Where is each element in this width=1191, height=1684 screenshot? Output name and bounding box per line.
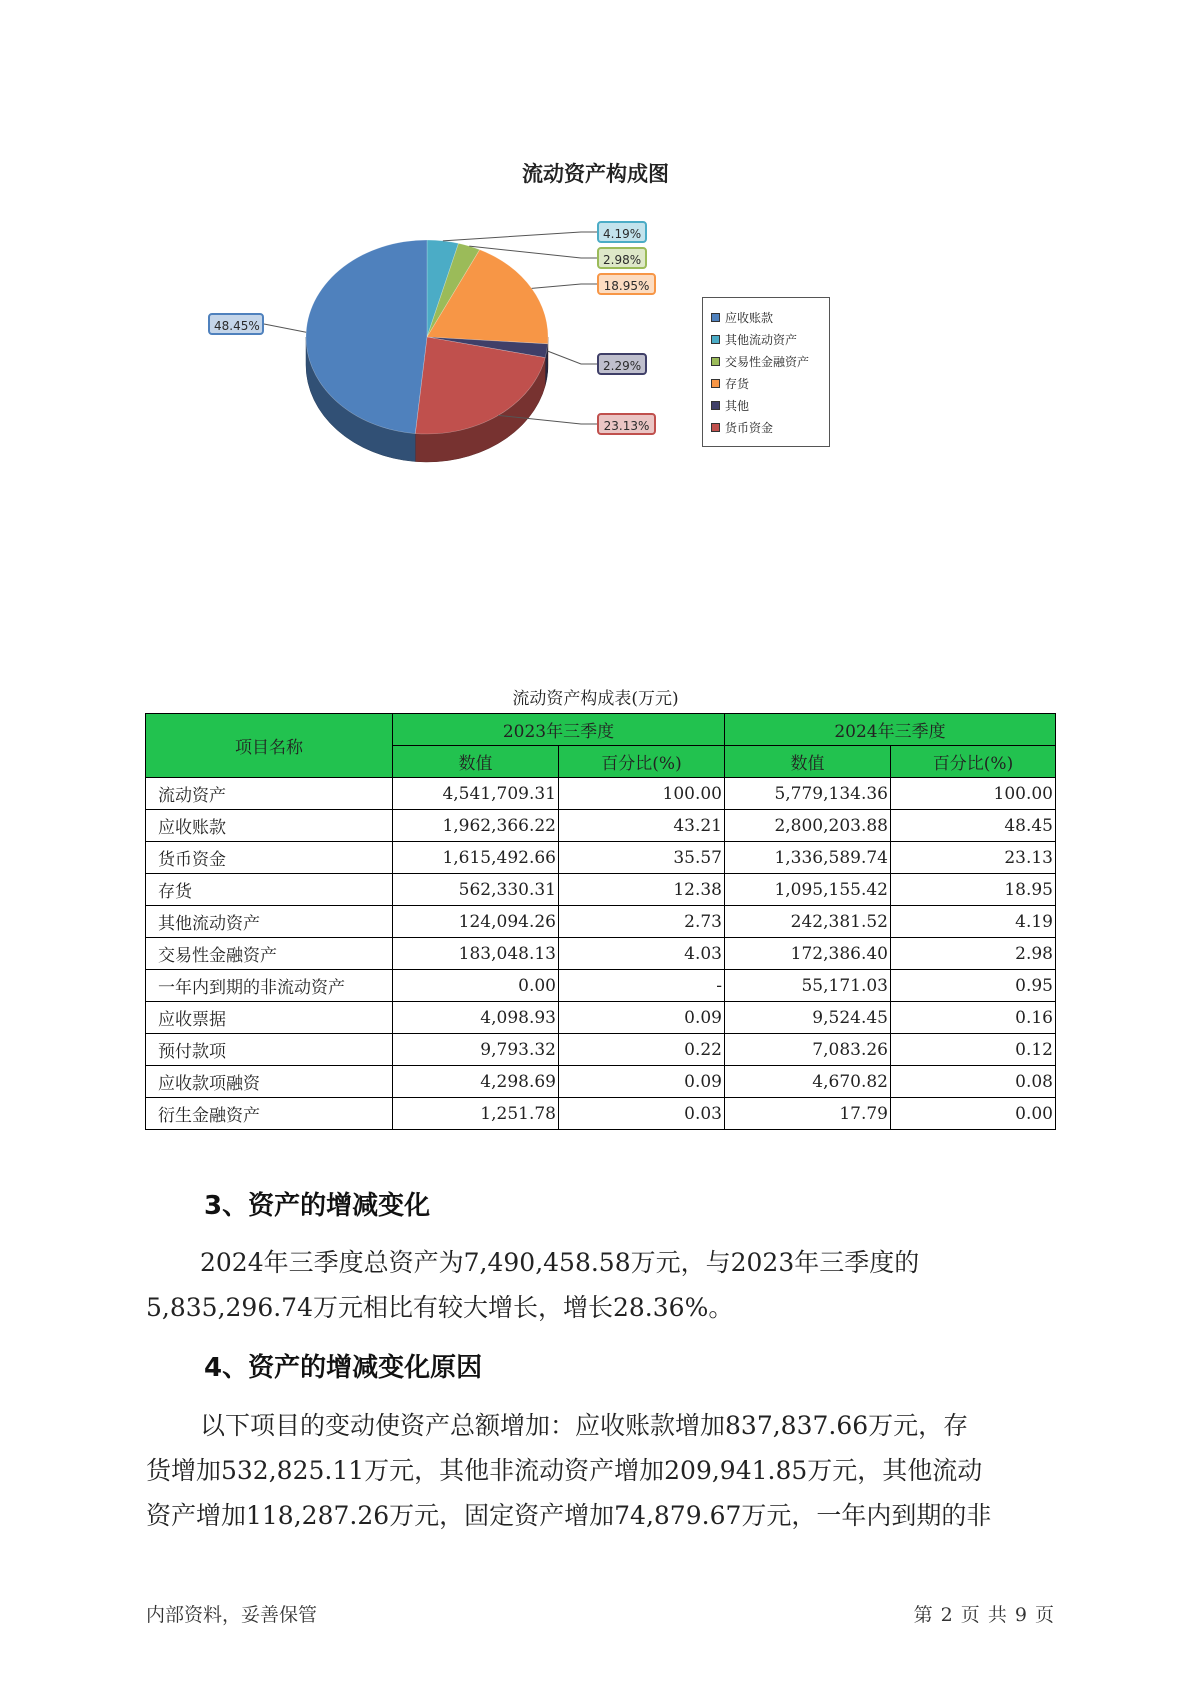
row-value-2024-cell: 5,779,134.36	[725, 778, 891, 810]
table-body	[146, 778, 1056, 1130]
row-pct-2023-cell: 0.09	[559, 1002, 725, 1034]
row-pct-2024-cell: 100.00	[891, 778, 1056, 810]
row-name-cell: 应收票据	[146, 1002, 393, 1034]
table-row	[146, 1002, 1056, 1034]
section-4-line-1: 以下项目的变动使资产总额增加：应收账款增加837,837.66万元，存	[200, 1411, 969, 1440]
legend-swatch	[711, 335, 720, 344]
row-pct-2024-cell: 0.95	[891, 970, 1056, 1002]
row-value-2024-cell: 1,336,589.74	[725, 842, 891, 874]
row-pct-2024-cell: 0.12	[891, 1034, 1056, 1066]
legend-label: 货币资金	[725, 420, 774, 435]
row-pct-2023-cell: 2.73	[559, 906, 725, 938]
row-value-2024-cell: 9,524.45	[725, 1002, 891, 1034]
row-pct-2023-cell: 12.38	[559, 874, 725, 906]
legend-item	[703, 416, 829, 438]
footer-confidential-note: 内部资料，妥善保管	[146, 1604, 318, 1626]
legend-item	[703, 328, 829, 350]
chart-legend	[702, 297, 830, 447]
row-pct-2024-cell: 48.45	[891, 810, 1056, 842]
row-pct-2023-cell: -	[559, 970, 725, 1002]
row-name-cell: 一年内到期的非流动资产	[146, 970, 393, 1002]
row-value-2023-cell: 9,793.32	[393, 1034, 559, 1066]
pie-chart	[0, 0, 1191, 520]
header-period-2024: 2024年三季度	[725, 714, 1056, 746]
legend-swatch	[711, 357, 720, 366]
row-pct-2023-cell: 43.21	[559, 810, 725, 842]
legend-swatch	[711, 379, 720, 388]
row-pct-2024-cell: 0.00	[891, 1098, 1056, 1130]
pie-callout-3: 18.95%	[597, 273, 656, 295]
row-value-2024-cell: 7,083.26	[725, 1034, 891, 1066]
row-value-2023-cell: 562,330.31	[393, 874, 559, 906]
legend-item	[703, 372, 829, 394]
row-pct-2023-cell: 0.22	[559, 1034, 725, 1066]
header-value-2023: 数值	[393, 746, 559, 778]
row-name-cell: 流动资产	[146, 778, 393, 810]
pie-callout-4: 2.29%	[597, 353, 647, 375]
chart-title: 流动资产构成图	[522, 162, 669, 186]
section-4-line-2: 货增加532,825.11万元，其他非流动资产增加209,941.85万元，其他流动	[146, 1456, 983, 1485]
legend-label: 其他流动资产	[725, 332, 798, 347]
section-4-heading: 4、资产的增减变化原因	[204, 1353, 483, 1383]
section-3-line-2: 5,835,296.74万元相比有较大增长，增长28.36%。	[146, 1293, 734, 1322]
row-pct-2023-cell: 100.00	[559, 778, 725, 810]
row-pct-2024-cell: 18.95	[891, 874, 1056, 906]
callout-leader-0	[264, 324, 306, 332]
callout-leader-3	[532, 284, 597, 288]
row-value-2024-cell: 2,800,203.88	[725, 810, 891, 842]
row-value-2023-cell: 0.00	[393, 970, 559, 1002]
pie-callout-5: 23.13%	[597, 413, 656, 435]
footer-page-number: 第 2 页 共 9 页	[913, 1604, 1054, 1626]
legend-item	[703, 394, 829, 416]
row-value-2024-cell: 4,670.82	[725, 1066, 891, 1098]
row-value-2023-cell: 1,615,492.66	[393, 842, 559, 874]
table-row	[146, 778, 1056, 810]
section-3-line-1: 2024年三季度总资产为7,490,458.58万元，与2023年三季度的	[200, 1248, 920, 1277]
table-row	[146, 842, 1056, 874]
pie-callout-2: 2.98%	[597, 247, 647, 269]
table-container	[145, 713, 1056, 1130]
row-pct-2024-cell: 2.98	[891, 938, 1056, 970]
callout-leader-1	[443, 232, 597, 241]
section-3-heading: 3、资产的增减变化	[204, 1191, 431, 1221]
row-value-2024-cell: 242,381.52	[725, 906, 891, 938]
row-value-2023-cell: 124,094.26	[393, 906, 559, 938]
legend-swatch	[711, 313, 720, 322]
pie-callout-0: 48.45%	[208, 313, 264, 335]
header-pct-2023: 百分比(%)	[559, 746, 725, 778]
row-name-cell: 应收账款	[146, 810, 393, 842]
pie-callout-1: 4.19%	[597, 221, 647, 243]
row-pct-2024-cell: 0.16	[891, 1002, 1056, 1034]
callout-leader-4	[547, 351, 597, 364]
row-value-2024-cell: 55,171.03	[725, 970, 891, 1002]
header-item-name: 项目名称	[146, 714, 393, 778]
row-value-2023-cell: 1,962,366.22	[393, 810, 559, 842]
table-row	[146, 1066, 1056, 1098]
row-pct-2024-cell: 4.19	[891, 906, 1056, 938]
row-pct-2024-cell: 23.13	[891, 842, 1056, 874]
section-3-paragraph	[146, 1240, 1051, 1330]
table-row	[146, 1098, 1056, 1130]
legend-swatch	[711, 401, 720, 410]
row-name-cell: 存货	[146, 874, 393, 906]
table-row	[146, 906, 1056, 938]
row-value-2023-cell: 4,298.69	[393, 1066, 559, 1098]
row-pct-2023-cell: 0.03	[559, 1098, 725, 1130]
row-name-cell: 交易性金融资产	[146, 938, 393, 970]
legend-item	[703, 350, 829, 372]
row-value-2023-cell: 4,098.93	[393, 1002, 559, 1034]
row-value-2023-cell: 1,251.78	[393, 1098, 559, 1130]
row-name-cell: 衍生金融资产	[146, 1098, 393, 1130]
table-row	[146, 970, 1056, 1002]
header-period-2023: 2023年三季度	[393, 714, 725, 746]
row-name-cell: 货币资金	[146, 842, 393, 874]
legend-item	[703, 306, 829, 328]
section-4-line-3: 资产增加118,287.26万元，固定资产增加74,879.67万元，一年内到期的非	[146, 1501, 992, 1530]
row-name-cell: 预付款项	[146, 1034, 393, 1066]
row-name-cell: 应收款项融资	[146, 1066, 393, 1098]
row-name-cell: 其他流动资产	[146, 906, 393, 938]
legend-label: 存货	[725, 376, 750, 391]
table-row	[146, 938, 1056, 970]
row-pct-2023-cell: 4.03	[559, 938, 725, 970]
row-value-2024-cell: 1,095,155.42	[725, 874, 891, 906]
row-value-2023-cell: 183,048.13	[393, 938, 559, 970]
row-pct-2024-cell: 0.08	[891, 1066, 1056, 1098]
legend-swatch	[711, 423, 720, 432]
legend-label: 交易性金融资产	[725, 354, 810, 369]
row-pct-2023-cell: 35.57	[559, 842, 725, 874]
header-value-2024: 数值	[725, 746, 891, 778]
table-row	[146, 874, 1056, 906]
row-value-2023-cell: 4,541,709.31	[393, 778, 559, 810]
row-pct-2023-cell: 0.09	[559, 1066, 725, 1098]
row-value-2024-cell: 172,386.40	[725, 938, 891, 970]
current-assets-table	[145, 713, 1056, 1130]
table-row	[146, 810, 1056, 842]
row-value-2024-cell: 17.79	[725, 1098, 891, 1130]
legend-label: 其他	[725, 398, 750, 413]
section-4-paragraph	[146, 1403, 1051, 1538]
header-pct-2024: 百分比(%)	[891, 746, 1056, 778]
table-caption: 流动资产构成表(万元)	[512, 689, 679, 709]
legend-label: 应收账款	[725, 310, 774, 325]
table-row	[146, 1034, 1056, 1066]
